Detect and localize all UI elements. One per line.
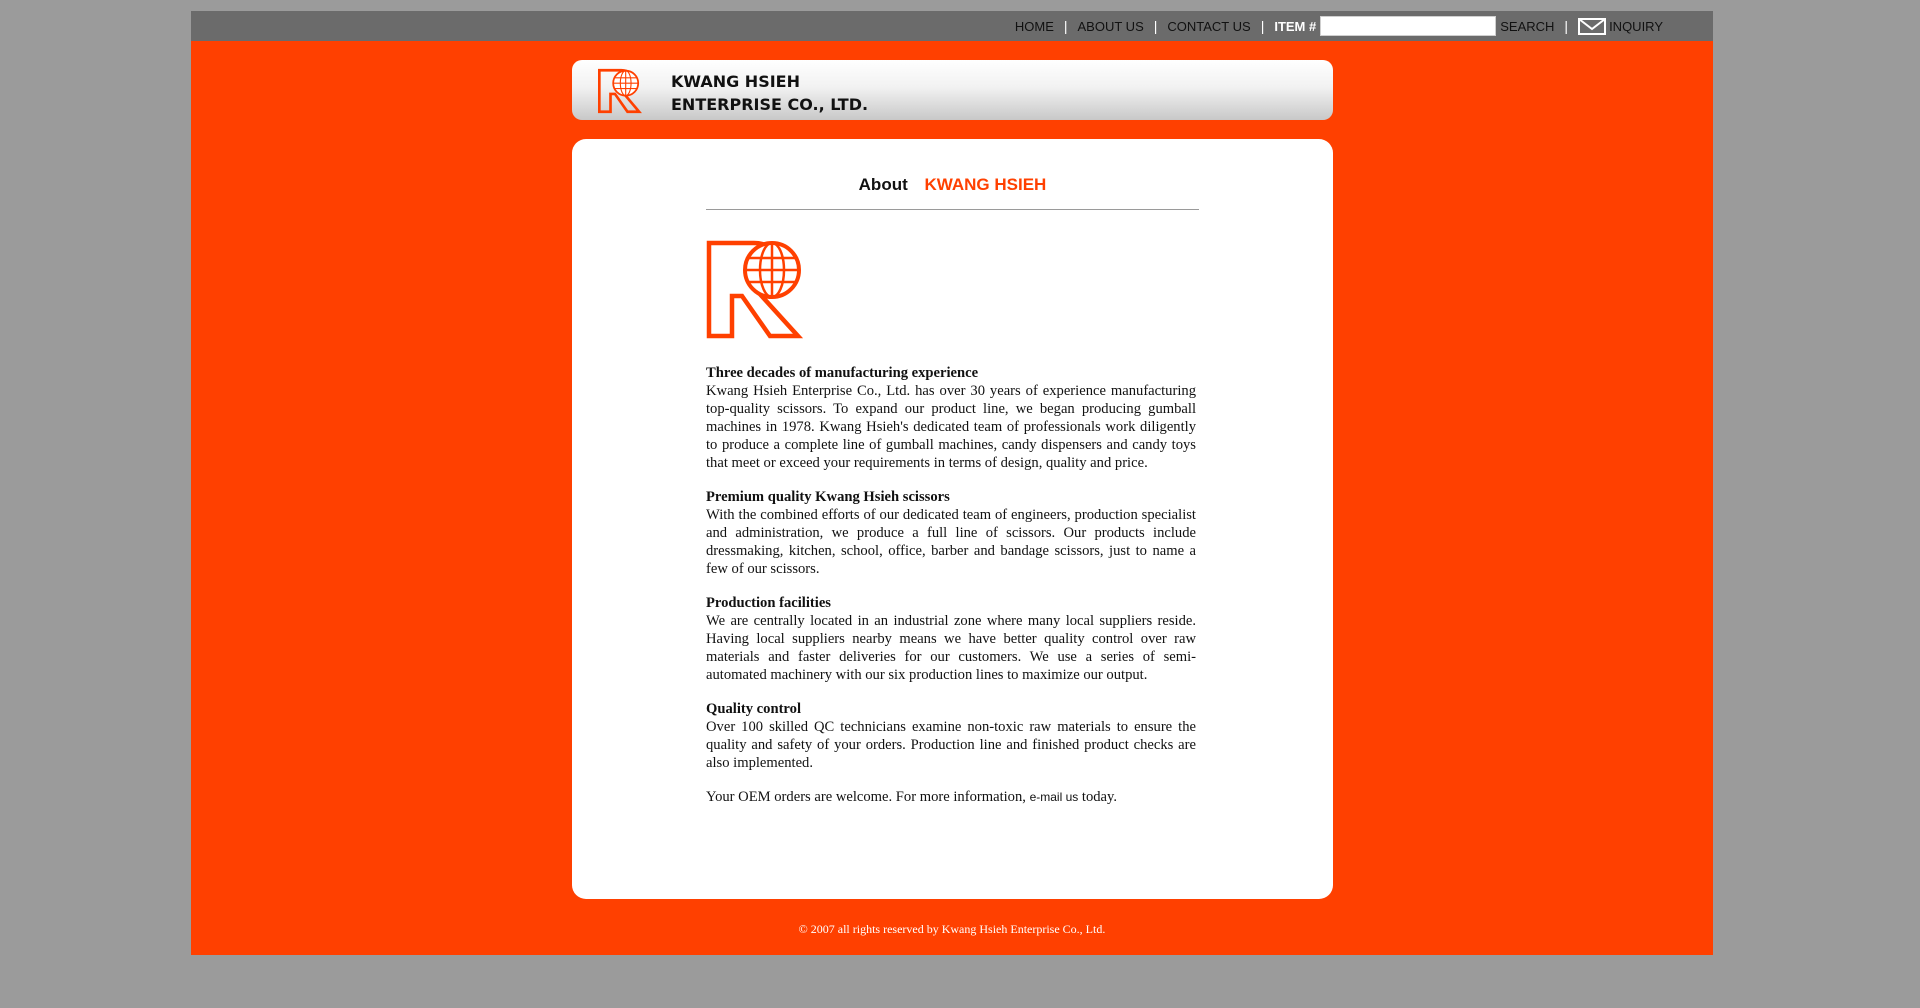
section-body: Over 100 skilled QC technicians examine non-toxic raw materials to ensure the quality and safety of your orders. Production line and finished product checks are also implemented. — [706, 719, 1196, 771]
search-button[interactable]: SEARCH — [1500, 18, 1555, 34]
about-article — [706, 364, 1196, 822]
nav-separator: | — [1063, 18, 1068, 34]
title-divider — [706, 209, 1199, 210]
email-us-link[interactable]: e-mail us — [1029, 790, 1079, 804]
section-body: With the combined efforts of our dedicated team of engineers, production specialist and administration, we produce a full line of scissors. Our products include dressmaking, kitchen, school, office, barber and bandage scissors, just to name a few of our scissors. — [706, 507, 1196, 577]
mail-icon[interactable] — [1578, 18, 1606, 35]
section-body: We are centrally located in an industrial zone where many local suppliers reside. Having local suppliers nearby means we have better quality control over raw materials and faster deliveries for our customers. We use a series of semi-automated machinery with our six production lines to maximize our output. — [706, 613, 1196, 683]
nav-separator: | — [1260, 18, 1265, 34]
nav-separator: | — [1153, 18, 1158, 34]
item-number-label: ITEM # — [1274, 18, 1317, 34]
section-heading: Quality control — [706, 701, 801, 717]
top-navigation — [1015, 15, 1663, 37]
page-title-highlight: KWANG HSIEH — [924, 175, 1047, 194]
company-name-line1: KWANG HSIEH — [671, 72, 800, 91]
item-number-input[interactable] — [1320, 16, 1496, 36]
closing-text-end: today. — [1078, 789, 1118, 805]
page-title-prefix: About — [858, 175, 908, 194]
section-heading: Three decades of manufacturing experience — [706, 365, 979, 381]
section-body: Kwang Hsieh Enterprise Co., Ltd. has over 30 years of experience manufacturing top-quality scissors. To expand our product line, we began producing gumball machines in 1978. Kwang Hsieh's dedicated team of professionals work diligently to produce a complete line of gumball machines, candy dispensers and candy toys that meet or exceed your requirements in terms of design, quality and price. — [706, 383, 1196, 471]
header-banner — [572, 60, 1333, 120]
nav-home-link[interactable]: HOME — [1014, 18, 1054, 34]
site-container — [191, 11, 1713, 955]
kwang-hsieh-logo-icon — [706, 240, 809, 339]
section-heading: Production facilities — [706, 595, 831, 611]
content-panel — [572, 139, 1333, 899]
company-logo-icon[interactable] — [598, 68, 644, 114]
footer-copyright: © 2007 all rights reserved by Kwang Hsieh Enterprise Co., Ltd. — [798, 922, 1106, 936]
company-name — [671, 70, 868, 116]
page-title — [572, 175, 1333, 195]
nav-contact-link[interactable]: CONTACT US — [1167, 18, 1251, 34]
inquiry-link[interactable]: INQUIRY — [1609, 18, 1663, 34]
closing-paragraph — [706, 788, 1196, 806]
top-bar — [191, 11, 1713, 41]
nav-separator: | — [1564, 18, 1569, 34]
closing-text: Your OEM orders are welcome. For more information, — [706, 789, 1030, 805]
company-name-line2: ENTERPRISE CO., LTD. — [671, 95, 869, 114]
nav-about-link[interactable]: ABOUT US — [1077, 18, 1144, 34]
section-heading: Premium quality Kwang Hsieh scissors — [706, 489, 950, 505]
